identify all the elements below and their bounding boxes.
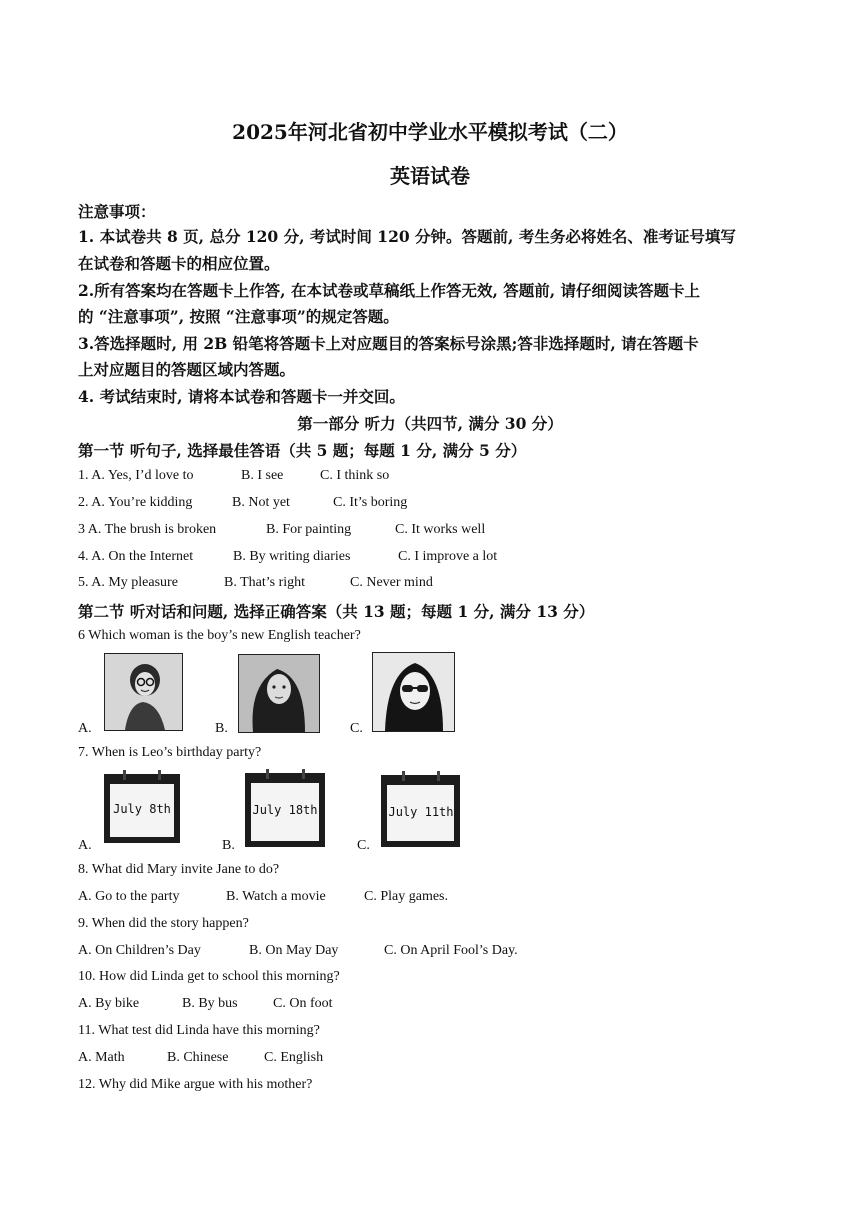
section2-heading: 第二节 听对话和问题, 选择正确答案（共 13 题；每题 1 分, 满分 13 分） xyxy=(78,602,595,621)
q11-question: 11. What test did Linda have this morning? xyxy=(78,1023,320,1038)
part1-heading: 第一部分 听力（共四节, 满分 30 分） xyxy=(297,414,563,433)
note-3-line-2: 上对应题目的答题区域内答题。 xyxy=(78,360,296,379)
exam-subtitle: 英语试卷 xyxy=(390,164,470,188)
q11-option-c: C. English xyxy=(264,1050,324,1065)
notes-heading: 注意事项： xyxy=(78,202,156,221)
exam-title: 2025年河北省初中学业水平模拟考试（二） xyxy=(232,120,628,144)
q7-calendar-b-label: July 18th xyxy=(252,803,318,817)
q9-option-c: C. On April Fool’s Day. xyxy=(384,943,518,958)
q6-question: 6 Which woman is the boy’s new English teacher? xyxy=(78,628,361,643)
note-1-line-1: 1. 本试卷共 8 页, 总分 120 分, 考试时间 120 分钟。答题前, 考生务必将姓名、准考证号填写 xyxy=(78,227,736,246)
q8-option-a: A. Go to the party xyxy=(78,889,180,904)
woman-sunglasses-icon xyxy=(373,653,454,731)
q4-option-b: B. By writing diaries xyxy=(233,549,351,564)
q10-option-c: C. On foot xyxy=(273,996,333,1011)
q5-option-b: B. That’s right xyxy=(224,575,306,590)
q11-option-a: A. Math xyxy=(78,1050,125,1065)
section1-heading: 第一节 听句子, 选择最佳答语（共 5 题；每题 1 分, 满分 5 分） xyxy=(78,441,527,460)
note-2-line-1: 2.所有答案均在答题卡上作答, 在本试卷或草稿纸上作答无效, 答题前, 请仔细阅读答题卡上 xyxy=(78,281,701,300)
q6-picture-c xyxy=(372,652,455,732)
q5-option-c: C. Never mind xyxy=(350,575,433,590)
q6-option-b: B. xyxy=(215,721,228,736)
q7-calendar-a xyxy=(103,770,181,844)
q3-option-c: C. It works well xyxy=(395,522,486,537)
note-4: 4. 考试结束时, 请将本试卷和答题卡一并交回。 xyxy=(78,387,405,406)
q7-option-c: C. xyxy=(357,838,370,853)
q11-option-b: B. Chinese xyxy=(167,1050,229,1065)
q1-option-c: C. I think so xyxy=(320,468,390,483)
q9-question: 9. When did the story happen? xyxy=(78,916,249,931)
q5-option-a: 5. A. My pleasure xyxy=(78,575,178,590)
q4-option-a: 4. A. On the Internet xyxy=(78,549,194,564)
q2-option-c: C. It’s boring xyxy=(333,495,408,510)
q9-option-a: A. On Children’s Day xyxy=(78,943,201,958)
q9-option-b: B. On May Day xyxy=(249,943,339,958)
q6-option-c: C. xyxy=(350,721,363,736)
q7-question: 7. When is Leo’s birthday party? xyxy=(78,745,262,760)
q3-option-a: 3 A. The brush is broken xyxy=(78,522,217,537)
q12-question: 12. Why did Mike argue with his mother? xyxy=(78,1077,313,1092)
q8-question: 8. What did Mary invite Jane to do? xyxy=(78,862,280,877)
q10-question: 10. How did Linda get to school this morning? xyxy=(78,969,340,984)
q7-calendar-a-label: July 8th xyxy=(113,802,171,816)
q8-option-c: C. Play games. xyxy=(364,889,448,904)
woman-glasses-icon xyxy=(105,654,182,730)
q7-option-a: A. xyxy=(78,838,92,853)
note-2-line-2: 的 “注意事项”, 按照 “注意事项”的规定答题。 xyxy=(78,307,399,326)
note-1-line-2: 在试卷和答题卡的相应位置。 xyxy=(78,254,280,273)
q1-option-a: 1. A. Yes, I’d love to xyxy=(78,468,194,483)
q6-picture-a xyxy=(104,653,183,731)
q6-picture-b xyxy=(238,654,320,733)
q7-calendar-c xyxy=(380,771,461,848)
q3-option-b: B. For painting xyxy=(266,522,352,537)
woman-long-hair-icon xyxy=(239,655,319,732)
q1-option-b: B. I see xyxy=(241,468,284,483)
q7-calendar-b xyxy=(244,769,326,848)
q7-option-b: B. xyxy=(222,838,235,853)
q2-option-b: B. Not yet xyxy=(232,495,290,510)
q4-option-c: C. I improve a lot xyxy=(398,549,498,564)
q2-option-a: 2. A. You’re kidding xyxy=(78,495,193,510)
q10-option-b: B. By bus xyxy=(182,996,238,1011)
q8-option-b: B. Watch a movie xyxy=(226,889,326,904)
q10-option-a: A. By bike xyxy=(78,996,140,1011)
q6-option-a: A. xyxy=(78,721,92,736)
q7-calendar-c-label: July 11th xyxy=(388,805,454,819)
note-3-line-1: 3.答选择题时, 用 2B 铅笔将答题卡上对应题目的答案标号涂黑;答非选择题时, 请在答题卡 xyxy=(78,334,699,353)
